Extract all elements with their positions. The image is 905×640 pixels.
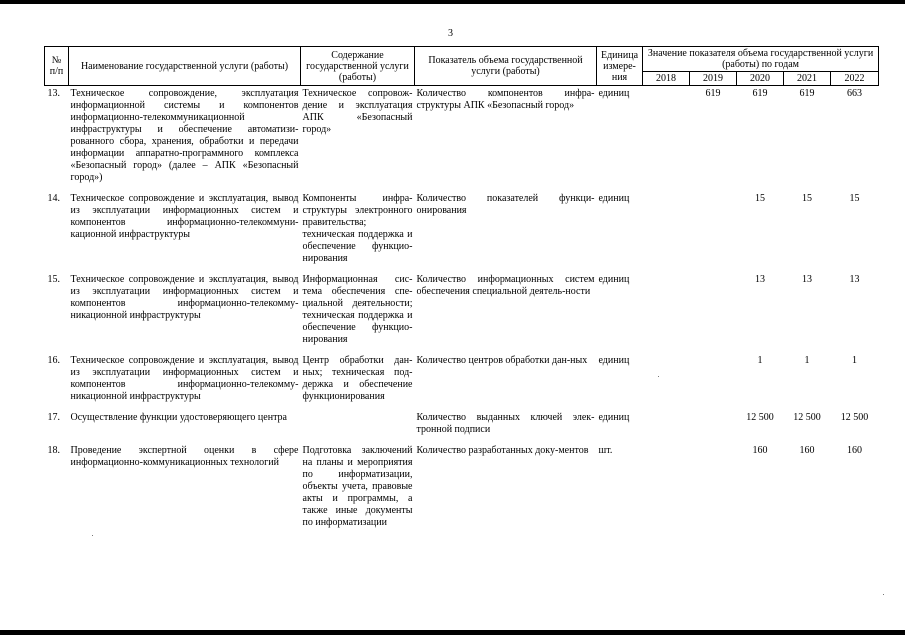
row-number: 16. (47, 355, 60, 366)
header-num: № п/п (45, 47, 69, 86)
value-2019 (690, 274, 737, 355)
value-2018 (643, 274, 690, 355)
scan-speck (658, 376, 659, 377)
header-year: 2020 (737, 72, 784, 86)
unit-cell: единиц (598, 88, 630, 99)
value-2018 (643, 193, 690, 274)
service-indicator: Количество показателей функци-онирования (416, 193, 595, 216)
value-2019 (690, 193, 737, 274)
value-2021: 619 (799, 88, 815, 99)
row-number: 13. (47, 88, 60, 99)
value-2018 (643, 355, 690, 412)
value-2022: 160 (847, 445, 863, 456)
header-year: 2019 (690, 72, 737, 86)
service-indicator: Количество разработанных доку-ментов (416, 445, 589, 456)
table-row (45, 193, 879, 274)
header-year: 2021 (784, 72, 831, 86)
services-table (44, 46, 879, 538)
service-content: Центр обработки дан-ных; техническая под-держка и обеспечение функционирования (302, 355, 413, 402)
value-2022: 13 (849, 274, 860, 285)
value-2019 (690, 412, 737, 445)
table-row (45, 412, 879, 445)
table-row (45, 355, 879, 412)
page-number: 3 (448, 28, 453, 39)
table-row (45, 86, 879, 194)
unit-cell: единиц (598, 274, 630, 285)
header-year: 2018 (643, 72, 690, 86)
header-name: Наименование государственной услуги (работы) (69, 47, 301, 86)
value-2020: 619 (752, 88, 768, 99)
unit-cell: единиц (598, 193, 630, 204)
value-2019: 619 (705, 88, 721, 99)
value-2020: 12 500 (746, 412, 774, 423)
service-name: Техническое сопровождение, эксплуатация информационной системы и компонентов информационно-телекоммуникационной инфраструктуры и обеспечение автоматизи-рованного сбора, хранения, обработки и передачи информации аппаратно-программного комплекса «Безопасный город» (далее – АПК «Безопасный город») (70, 88, 299, 183)
scan-speck (92, 535, 93, 536)
value-2022: 12 500 (840, 412, 869, 423)
service-name: Техническое сопровождение и эксплуатация, вывод из эксплуатации информационных систем и компонентов информационно-телекомму-никационной инфраструктуры (70, 355, 299, 402)
service-indicator: Количество центров обработки дан-ных (416, 355, 588, 366)
value-2022: 1 (852, 355, 858, 366)
value-2022: 15 (849, 193, 860, 204)
value-2019 (690, 355, 737, 412)
top-rule (0, 0, 905, 4)
service-indicator: Количество информационных систем обеспечения специальной деятель-ности (416, 274, 595, 297)
value-2020: 160 (752, 445, 768, 456)
value-2018 (643, 445, 690, 538)
table-row (45, 445, 879, 538)
row-number: 17. (47, 412, 60, 423)
value-2022: 663 (847, 88, 863, 99)
value-2021: 12 500 (793, 412, 821, 423)
service-content (301, 412, 415, 445)
value-2018 (643, 86, 690, 194)
service-content: Компоненты инфра-структуры электронного правительства; техническая поддержка и обеспечение функцио-нирования (302, 193, 413, 264)
service-name: Осуществление функции удостоверяющего центра (70, 412, 287, 423)
service-name: Проведение экспертной оценки в сфере информационно-коммуникационных технологий (70, 445, 299, 468)
header-values-group: Значение показателя объема государственной услуги (работы) по годам (643, 47, 879, 72)
row-number: 18. (47, 445, 60, 456)
value-2021: 160 (799, 445, 815, 456)
unit-cell: единиц (598, 412, 630, 423)
table-row (45, 274, 879, 355)
bottom-rule (0, 630, 905, 635)
service-name: Техническое сопровождение и эксплуатация, вывод из эксплуатации информационных систем и компонентов информационно-телекомму-никационной инфраструктуры (70, 274, 299, 321)
value-2021: 15 (802, 193, 812, 204)
header-row (45, 47, 879, 72)
service-content: Подготовка заключений на планы и мероприятия по информатизации, объекты учета, правовые акты и программы, а также иные документы по информатизации (302, 445, 413, 528)
row-number: 15. (47, 274, 60, 285)
service-content: Техническое сопровож-дение и эксплуатация АПК «Безопасный город» (302, 88, 413, 135)
value-2019 (690, 445, 737, 538)
value-2020: 15 (755, 193, 765, 204)
service-indicator: Количество компонентов инфра-структуры АПК «Безопасный город» (416, 88, 595, 111)
value-2021: 13 (802, 274, 812, 285)
row-number: 14. (47, 193, 60, 204)
header-year: 2022 (831, 72, 879, 86)
service-name: Техническое сопровождение и эксплуатация, вывод из эксплуатации информационных систем и компонентов информационно-телекоммуни-кационной инфраструктуры (70, 193, 299, 240)
header-content: Содержание государственной услуги (работы) (301, 47, 415, 86)
value-2020: 13 (755, 274, 765, 285)
unit-cell: шт. (598, 445, 613, 456)
value-2018 (643, 412, 690, 445)
header-indicator: Показатель объема государственной услуги (работы) (415, 47, 597, 86)
value-2020: 1 (757, 355, 763, 366)
service-indicator: Количество выданных ключей элек-тронной подписи (416, 412, 595, 435)
header-unit: Единица измере-ния (597, 47, 643, 86)
unit-cell: единиц (598, 355, 630, 366)
value-2021: 1 (804, 355, 810, 366)
service-content: Информационная сис-тема обеспечения спе-циальной деятельности; техническая поддержка и обеспечение функцио-нирования (302, 274, 413, 345)
scan-speck (883, 594, 884, 595)
